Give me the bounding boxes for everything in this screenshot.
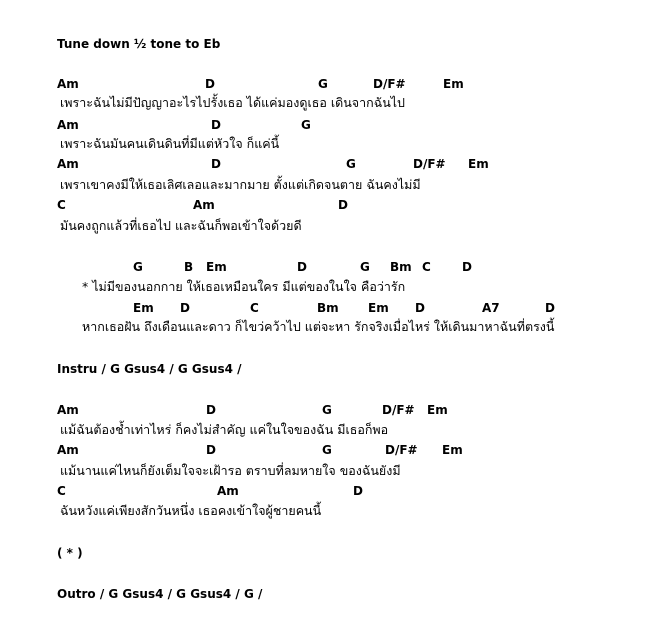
chord: D bbox=[211, 118, 221, 132]
chord: G bbox=[133, 260, 143, 274]
lyric-line: แม้นานแค่ไหนก็ยังเต็มใจจะเฝ้ารอ ตราบที่ลมหายใจ ของฉันยังมี bbox=[60, 463, 401, 478]
chord: Am bbox=[57, 443, 79, 457]
chord: G bbox=[360, 260, 370, 274]
chord: A7 bbox=[482, 301, 500, 315]
tuning-note: Tune down ½ tone to Eb bbox=[57, 37, 221, 51]
lyric-line: * ไม่มีของนอกกาย ให้เธอเหมือนใคร มีแต่ของในใจ คือว่ารัก bbox=[82, 279, 406, 294]
chord: Am bbox=[57, 118, 79, 132]
chord: Am bbox=[57, 77, 79, 91]
chord: Em bbox=[443, 77, 464, 91]
chord: D bbox=[338, 198, 348, 212]
chord: C bbox=[250, 301, 259, 315]
chord: Am bbox=[57, 157, 79, 171]
chord: Bm bbox=[317, 301, 339, 315]
lyric-line: หากเธอฝัน ถึงเดือนและดาว ก็ไขว่คว้าไป แต่จะหา รักจริงเมื่อไหร่ ให้เดินมาหาฉันที่ตรงนี้ bbox=[82, 319, 555, 334]
lyric-line: เพราะฉันมันคนเดินดินที่มีแต่หัวใจ ก็แค่นี้ bbox=[60, 136, 280, 151]
chord: Am bbox=[193, 198, 215, 212]
chord: D bbox=[206, 403, 216, 417]
chord: D bbox=[180, 301, 190, 315]
chord: D bbox=[415, 301, 425, 315]
chord: Am bbox=[57, 403, 79, 417]
chord: B bbox=[184, 260, 194, 274]
chord: Em bbox=[468, 157, 489, 171]
chord: G bbox=[322, 403, 332, 417]
lyric-line: แม้ฉันต้องช้ำเท่าไหร่ ก็คงไม่สำคัญ แค่ในใจของฉัน มีเธอก็พอ bbox=[60, 422, 389, 437]
chord: C bbox=[422, 260, 431, 274]
instrumental-line: Instru / G Gsus4 / G Gsus4 / bbox=[57, 362, 242, 376]
chord: Em bbox=[368, 301, 389, 315]
chord: D bbox=[297, 260, 307, 274]
chord: Bm bbox=[390, 260, 412, 274]
lyric-line: เพราเขาคงมีให้เธอเลิศเลอและมากมาย ตั้งแต่เกิดจนตาย ฉันคงไม่มี bbox=[60, 177, 421, 192]
chord: Em bbox=[442, 443, 463, 457]
outro-line: Outro / G Gsus4 / G Gsus4 / G / bbox=[57, 587, 263, 601]
lyric-line: ฉันหวังแค่เพียงสักวันหนึ่ง เธอคงเข้าใจผู้ชายคนนี้ bbox=[60, 503, 322, 518]
chord: D bbox=[206, 443, 216, 457]
lyric-line: เพราะฉันไม่มีปัญญาอะไรไปรั้งเธอ ได้แค่มองดูเธอ เดินจากฉันไป bbox=[60, 95, 405, 110]
chord: C bbox=[57, 484, 66, 498]
chord: D/F# bbox=[385, 443, 418, 457]
chord: D bbox=[211, 157, 221, 171]
lyric-line: มันคงถูกแล้วที่เธอไป และฉันก็พอเข้าใจด้วยดี bbox=[60, 218, 302, 233]
chord: D bbox=[462, 260, 472, 274]
chord: Am bbox=[217, 484, 239, 498]
chord: G bbox=[346, 157, 356, 171]
chord: D/F# bbox=[413, 157, 446, 171]
chord: G bbox=[318, 77, 328, 91]
chord: Em bbox=[133, 301, 154, 315]
chord: G bbox=[301, 118, 311, 132]
chord: C bbox=[57, 198, 66, 212]
repeat-chorus-marker: ( * ) bbox=[57, 546, 83, 560]
chord: G bbox=[322, 443, 332, 457]
chord: Em bbox=[206, 260, 227, 274]
chord: D bbox=[545, 301, 555, 315]
chord: D bbox=[353, 484, 363, 498]
chord: D bbox=[205, 77, 215, 91]
chord: D/F# bbox=[373, 77, 406, 91]
chord: Em bbox=[427, 403, 448, 417]
chord: D/F# bbox=[382, 403, 415, 417]
